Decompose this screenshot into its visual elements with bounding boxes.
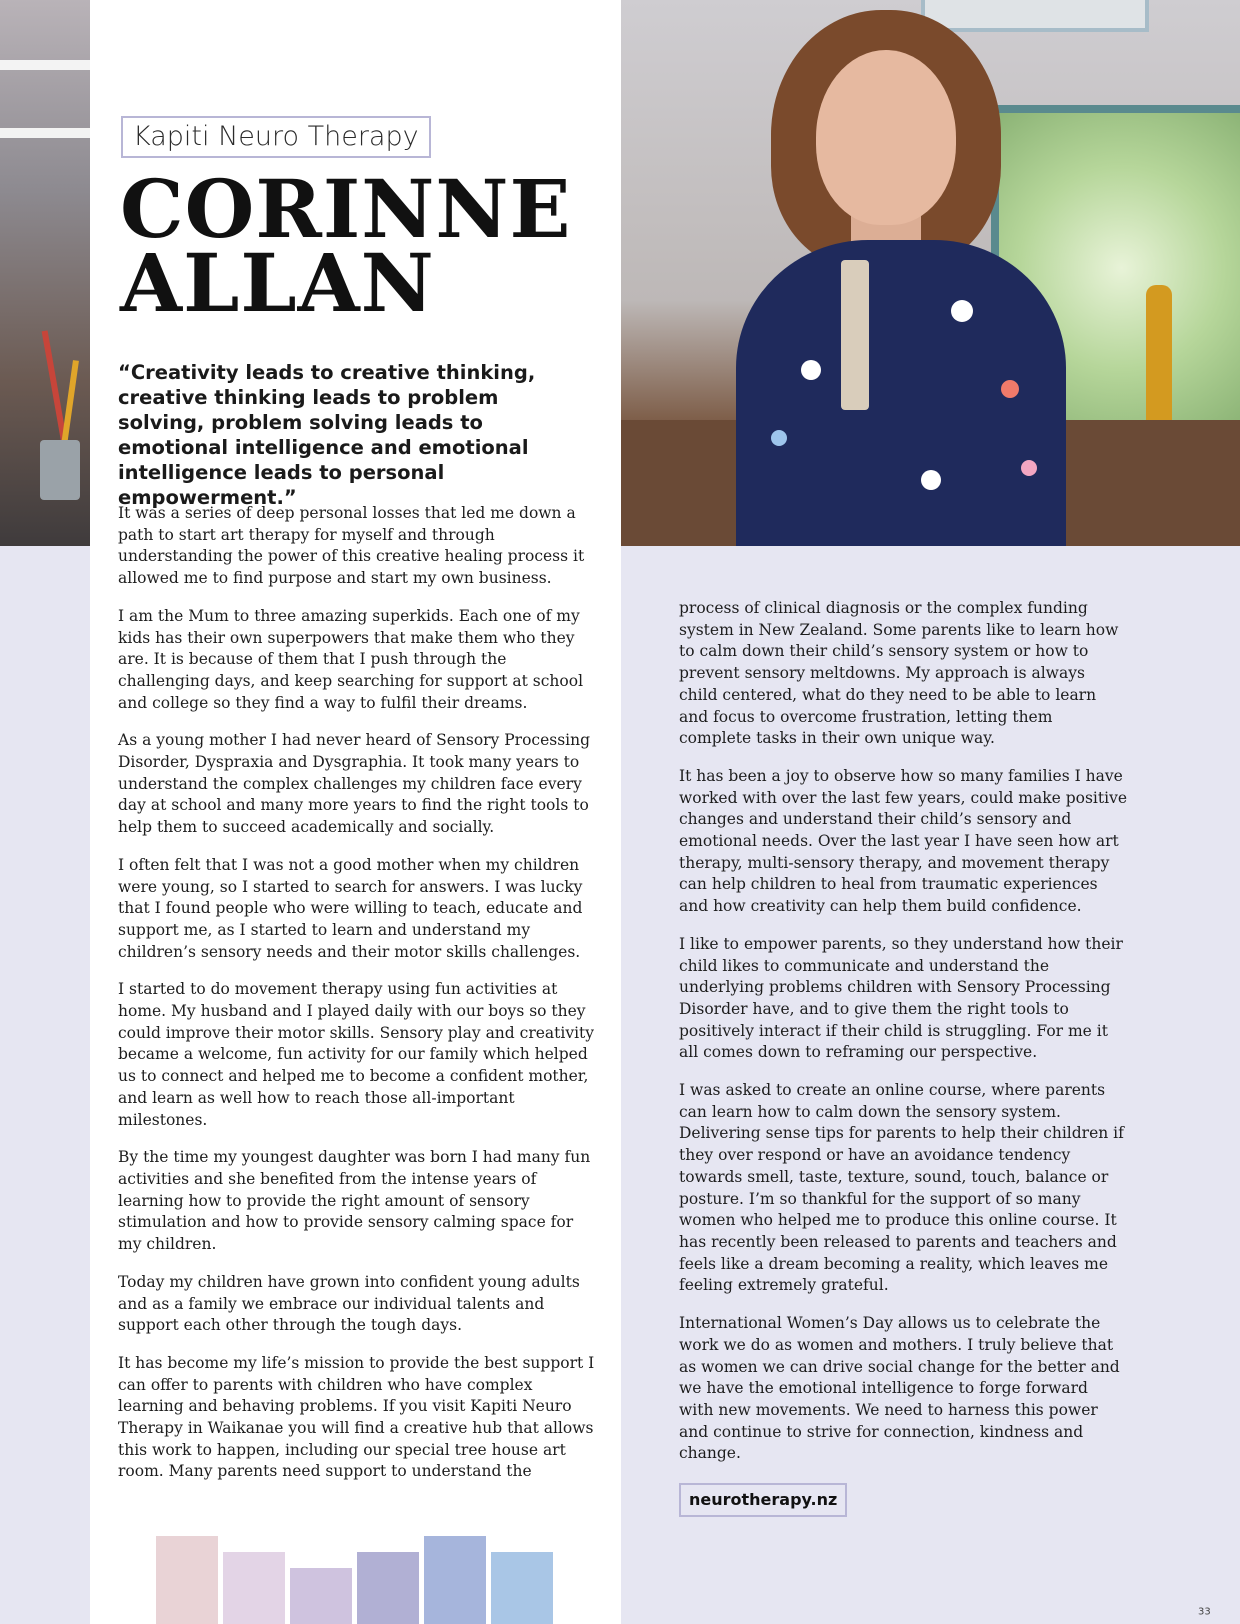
paragraph: I am the Mum to three amazing superkids. Each one of my kids has their own superpowers that make them who they are. It is because of them that I push through the challenging days, and keep searching for support at school and college so they find a way to fulfil their dreams. (118, 606, 584, 712)
paragraph: It was a series of deep personal losses that led me down a path to start art therapy for myself and through understanding the power of this creative healing process it allowed me to find purpose and start my own business. (118, 504, 585, 588)
portrait-photo (621, 0, 1240, 546)
paragraph: I like to empower parents, so they understand how their child likes to communicate and understand the underlying problems children with Sensory Processing Disorder have, and to give them the right tools to positively interact if their child is struggling. For me it all comes down to reframing our perspective. (679, 934, 1123, 1062)
pull-quote: “Creativity leads to creative thinking, creative thinking leads to problem solving, problem solving leads to emotional intelligence and emotional intelligence leads to personal empowerment.” (118, 361, 536, 509)
person-name-heading (120, 162, 600, 330)
decor-bar (290, 1568, 352, 1624)
paragraph: I was asked to create an online course, where parents can learn how to calm down the sensory system. Delivering sense tips for parents to help their children if they over respond or have an avoidance tendency towards smell, taste, texture, sound, touch, balance or posture. I’m so thankful for the support of so many women who helped me to produce this online course. It has recently been released to parents and teachers and feels like a dream becoming a reality, which leaves me feeling extremely grateful. (679, 1081, 1124, 1295)
decor-bar (491, 1552, 553, 1624)
article-column-1 (118, 503, 596, 1499)
paragraph: process of clinical diagnosis or the complex funding system in New Zealand. Some parents like to learn how to calm down their child’s sensory system or how to prevent sensory meltdowns. My approach is always child centered, what do they need to be able to learn and focus to overcome frustration, letting them complete tasks in their own unique way. (679, 599, 1119, 748)
name-line-first: CORINNE (120, 162, 572, 256)
decorative-bars (156, 1534, 556, 1624)
decor-bar (156, 1536, 218, 1624)
decor-bar (223, 1552, 285, 1624)
decor-bar (424, 1536, 486, 1624)
company-tag: Kapiti Neuro Therapy (121, 116, 431, 158)
background-photo-left (0, 0, 90, 546)
name-line-last: ALLAN (120, 236, 435, 330)
article-column-2 (679, 598, 1127, 1517)
paragraph: By the time my youngest daughter was born I had many fun activities and she benefited from the intense years of learning how to provide the right amount of sensory stimulation and how to provide sensory calming space for my children. (118, 1148, 591, 1254)
paragraph: It has become my life’s mission to provide the best support I can offer to parents with children who have complex learning and behaving problems. If you visit Kapiti Neuro Therapy in Waikanae you will find a creative hub that allows this work to happen, including our special tree house art room. Many parents need support to understand the (118, 1353, 595, 1481)
paragraph: I started to do movement therapy using fun activities at home. My husband and I played daily with our boys so they could improve their motor skills. Sensory play and creativity became a welcome, fun activity for our family which helped us to connect and helped me to become a confident mother, and learn as well how to reach those all-important milestones. (118, 980, 595, 1129)
decor-bar (357, 1552, 419, 1624)
paragraph: International Women’s Day allows us to celebrate the work we do as women and mothers. I truly believe that as women we can drive social change for the better and we have the emotional intelligence to forge forward with new movements. We need to harness this power and continue to strive for connection, kindness and change. (679, 1314, 1120, 1463)
page-number: 33 (1198, 1606, 1211, 1618)
paragraph: It has been a joy to observe how so many families I have worked with over the last few years, could make positive changes and understand their child’s sensory and emotional needs. Over the last year I have seen how art therapy, multi-sensory therapy, and movement therapy can help children to heal from traumatic experiences and how creativity can help them build confidence. (679, 766, 1128, 916)
website-link[interactable]: neurotherapy.nz (679, 1483, 847, 1517)
paragraph: As a young mother I had never heard of Sensory Processing Disorder, Dyspraxia and Dysgraphia. It took many years to understand the complex challenges my children face every day at school and many more years to find the right tools to help them to succeed academically and socially. (118, 731, 591, 837)
paragraph: I often felt that I was not a good mother when my children were young, so I started to search for answers. I was lucky that I found people who were willing to teach, educate and support me, as I started to learn and understand my children’s sensory needs and their motor skills challenges. (118, 855, 583, 961)
paragraph: Today my children have grown into confident young adults and as a family we embrace our individual talents and support each other through the tough days. (118, 1272, 580, 1335)
